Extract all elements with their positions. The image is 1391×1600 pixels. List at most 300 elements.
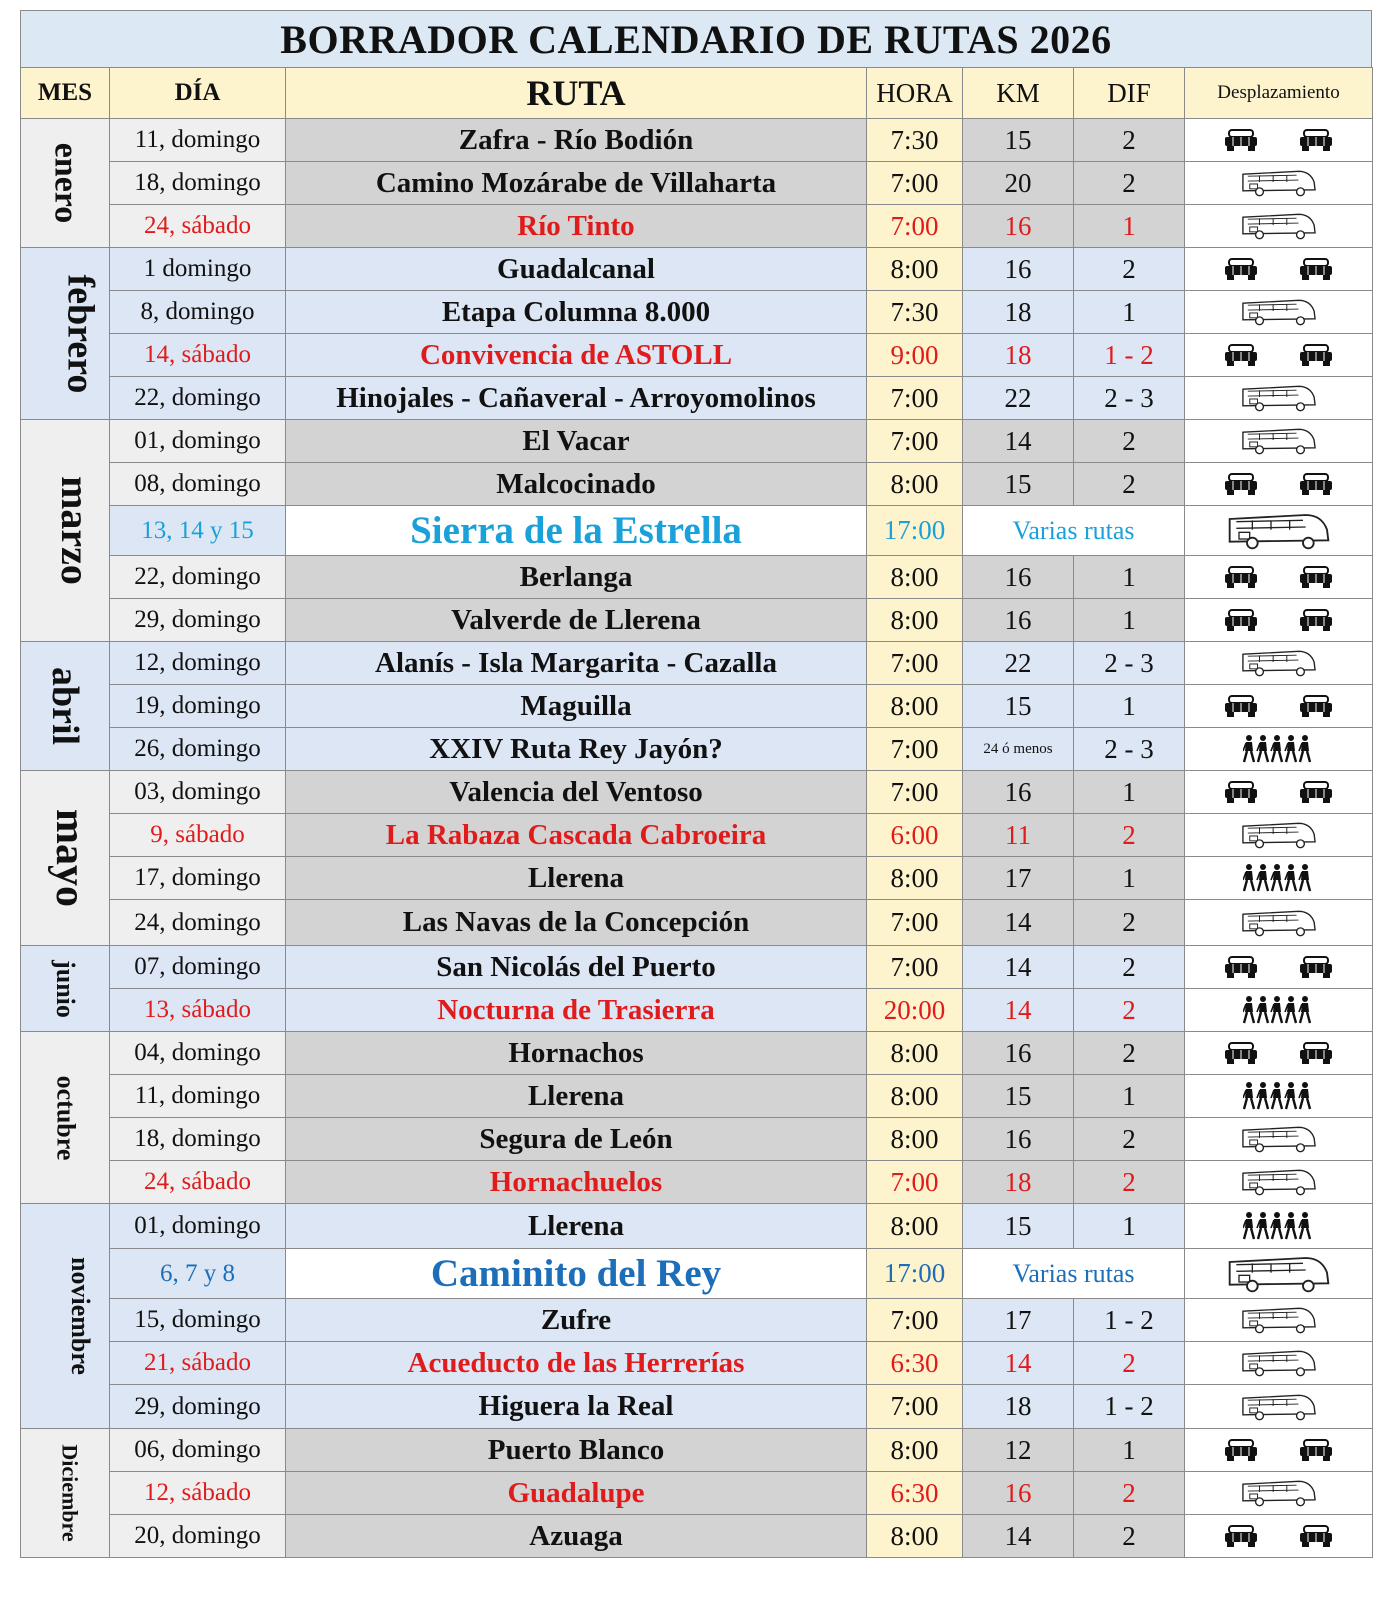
day-cell: 13, 14 y 15 xyxy=(110,506,286,556)
route-cell: Guadalupe xyxy=(286,1472,867,1515)
bus-icon xyxy=(1240,168,1318,198)
dif-cell: 2 xyxy=(1074,1515,1185,1558)
route-row xyxy=(21,162,1373,205)
dif-cell: 1 xyxy=(1074,771,1185,814)
transport-cell xyxy=(1185,900,1373,946)
time-cell: 8:00 xyxy=(867,1204,963,1249)
transport-cell xyxy=(1185,1515,1373,1558)
route-cell: Nocturna de Trasierra xyxy=(286,989,867,1032)
day-cell: 22, domingo xyxy=(110,377,286,420)
calendar-sheet xyxy=(20,10,1372,1558)
transport-cell xyxy=(1185,1118,1373,1161)
time-cell: 7:00 xyxy=(867,205,963,248)
bus-icon xyxy=(1240,383,1318,413)
day-cell: 22, domingo xyxy=(110,556,286,599)
route-cell: Convivencia de ASTOLL xyxy=(286,334,867,377)
car-icon xyxy=(1223,780,1259,804)
dif-cell: 2 xyxy=(1074,463,1185,506)
route-cell: La Rabaza Cascada Cabroeira xyxy=(286,814,867,857)
day-cell: 17, domingo xyxy=(110,857,286,900)
header-dif: DIF xyxy=(1074,68,1185,119)
month-cell-noviembre xyxy=(21,1204,110,1429)
transport-cell xyxy=(1185,162,1373,205)
bus-icon xyxy=(1240,1478,1318,1508)
time-cell: 7:00 xyxy=(867,900,963,946)
route-row xyxy=(21,205,1373,248)
km-cell: 14 xyxy=(963,989,1074,1032)
bus-icon xyxy=(1223,1254,1335,1294)
km-cell: 18 xyxy=(963,1161,1074,1204)
transport-cell xyxy=(1185,1204,1373,1249)
time-cell: 8:00 xyxy=(867,1032,963,1075)
bus-icon xyxy=(1240,1348,1318,1378)
transport-cell xyxy=(1185,814,1373,857)
route-row xyxy=(21,1472,1373,1515)
day-cell: 24, sábado xyxy=(110,1161,286,1204)
route-row xyxy=(21,420,1373,463)
dif-cell: 1 xyxy=(1074,556,1185,599)
route-cell: Berlanga xyxy=(286,556,867,599)
time-cell: 9:00 xyxy=(867,334,963,377)
time-cell: 8:00 xyxy=(867,599,963,642)
month-label: abril xyxy=(44,666,86,746)
time-cell: 8:00 xyxy=(867,556,963,599)
dif-cell: 2 xyxy=(1074,420,1185,463)
dif-cell: 2 xyxy=(1074,1118,1185,1161)
month-cell-octubre xyxy=(21,1032,110,1204)
month-label: Diciembre xyxy=(57,1444,83,1542)
km-cell: 15 xyxy=(963,1204,1074,1249)
km-cell: 16 xyxy=(963,556,1074,599)
transport-cell xyxy=(1185,685,1373,728)
route-row xyxy=(21,989,1373,1032)
bus-icon xyxy=(1240,297,1318,327)
transport-cell xyxy=(1185,989,1373,1032)
km-cell: 14 xyxy=(963,420,1074,463)
time-cell: 8:00 xyxy=(867,1118,963,1161)
month-cell-enero xyxy=(21,119,110,248)
route-row xyxy=(21,1299,1373,1342)
route-row xyxy=(21,900,1373,946)
car-icon xyxy=(1298,780,1334,804)
route-cell: Zafra - Río Bodión xyxy=(286,119,867,162)
route-cell: Puerto Blanco xyxy=(286,1429,867,1472)
transport-cell xyxy=(1185,463,1373,506)
dif-cell: 1 xyxy=(1074,1075,1185,1118)
dif-cell: 2 - 3 xyxy=(1074,642,1185,685)
header-km: KM xyxy=(963,68,1074,119)
time-cell: 7:00 xyxy=(867,1299,963,1342)
km-cell: 16 xyxy=(963,1032,1074,1075)
day-cell: 18, domingo xyxy=(110,162,286,205)
route-cell: Valencia del Ventoso xyxy=(286,771,867,814)
time-cell: 8:00 xyxy=(867,1515,963,1558)
route-cell: Malcocinado xyxy=(286,463,867,506)
dif-cell: 2 - 3 xyxy=(1074,728,1185,771)
route-cell: Hornachuelos xyxy=(286,1161,867,1204)
month-label: febrero xyxy=(59,274,102,393)
hikers-icon xyxy=(1243,995,1315,1025)
car-icon xyxy=(1298,1524,1334,1548)
transport-cell xyxy=(1185,291,1373,334)
header-ruta: RUTA xyxy=(286,68,867,119)
day-cell: 6, 7 y 8 xyxy=(110,1249,286,1299)
car-icon xyxy=(1223,1041,1259,1065)
time-cell: 7:00 xyxy=(867,642,963,685)
time-cell: 6:30 xyxy=(867,1342,963,1385)
transport-cell xyxy=(1185,1161,1373,1204)
day-cell: 07, domingo xyxy=(110,946,286,989)
transport-cell xyxy=(1185,334,1373,377)
month-cell-diciembre xyxy=(21,1429,110,1558)
time-cell: 8:00 xyxy=(867,685,963,728)
transport-cell xyxy=(1185,205,1373,248)
route-cell: XXIV Ruta Rey Jayón? xyxy=(286,728,867,771)
header-row xyxy=(21,68,1373,119)
km-cell: Varias rutas xyxy=(963,506,1185,556)
km-cell: 22 xyxy=(963,377,1074,420)
bus-icon xyxy=(1240,1167,1318,1197)
km-cell: Varias rutas xyxy=(963,1249,1185,1299)
route-row xyxy=(21,119,1373,162)
bus-icon xyxy=(1240,1305,1318,1335)
time-cell: 6:30 xyxy=(867,1472,963,1515)
dif-cell: 1 xyxy=(1074,205,1185,248)
dif-cell: 2 xyxy=(1074,162,1185,205)
dif-cell: 1 xyxy=(1074,1429,1185,1472)
km-cell: 18 xyxy=(963,1385,1074,1429)
day-cell: 04, domingo xyxy=(110,1032,286,1075)
transport-cell xyxy=(1185,377,1373,420)
time-cell: 8:00 xyxy=(867,1075,963,1118)
month-label: enero xyxy=(46,142,84,224)
day-cell: 18, domingo xyxy=(110,1118,286,1161)
month-cell-mayo xyxy=(21,771,110,946)
km-cell: 16 xyxy=(963,205,1074,248)
transport-cell xyxy=(1185,556,1373,599)
route-cell: Hinojales - Cañaveral - Arroyomolinos xyxy=(286,377,867,420)
car-icon xyxy=(1223,694,1259,718)
month-label: noviembre xyxy=(65,1257,95,1375)
day-cell: 19, domingo xyxy=(110,685,286,728)
km-cell: 14 xyxy=(963,1342,1074,1385)
day-cell: 12, domingo xyxy=(110,642,286,685)
bus-icon xyxy=(1240,1124,1318,1154)
route-cell: Sierra de la Estrella xyxy=(286,506,867,556)
route-row xyxy=(21,857,1373,900)
car-icon xyxy=(1223,472,1259,496)
time-cell: 7:00 xyxy=(867,1161,963,1204)
km-cell: 11 xyxy=(963,814,1074,857)
day-cell: 24, domingo xyxy=(110,900,286,946)
route-row xyxy=(21,946,1373,989)
month-cell-febrero xyxy=(21,248,110,420)
route-row xyxy=(21,1385,1373,1429)
hikers-icon xyxy=(1243,1081,1315,1111)
route-row xyxy=(21,1515,1373,1558)
car-icon xyxy=(1298,472,1334,496)
km-cell: 16 xyxy=(963,1472,1074,1515)
time-cell: 8:00 xyxy=(867,1429,963,1472)
transport-cell xyxy=(1185,1385,1373,1429)
dif-cell: 2 xyxy=(1074,900,1185,946)
km-cell: 15 xyxy=(963,463,1074,506)
hikers-icon xyxy=(1243,1211,1315,1241)
month-label: junio xyxy=(51,959,80,1018)
transport-cell xyxy=(1185,599,1373,642)
bus-icon xyxy=(1240,908,1318,938)
route-cell: Higuera la Real xyxy=(286,1385,867,1429)
km-cell: 12 xyxy=(963,1429,1074,1472)
month-label: mayo xyxy=(47,809,93,907)
km-cell: 15 xyxy=(963,685,1074,728)
time-cell: 7:00 xyxy=(867,420,963,463)
route-cell: Guadalcanal xyxy=(286,248,867,291)
car-icon xyxy=(1223,1438,1259,1462)
dif-cell: 1 xyxy=(1074,857,1185,900)
header-mes: MES xyxy=(21,68,110,119)
transport-cell xyxy=(1185,1249,1373,1299)
transport-cell xyxy=(1185,1075,1373,1118)
dif-cell: 2 xyxy=(1074,1472,1185,1515)
dif-cell: 1 xyxy=(1074,685,1185,728)
page-title: BORRADOR CALENDARIO DE RUTAS 2026 xyxy=(20,10,1372,67)
route-row xyxy=(21,728,1373,771)
route-cell: Llerena xyxy=(286,1075,867,1118)
transport-cell xyxy=(1185,119,1373,162)
route-cell: Llerena xyxy=(286,857,867,900)
km-cell: 16 xyxy=(963,248,1074,291)
route-row xyxy=(21,334,1373,377)
route-cell: Hornachos xyxy=(286,1032,867,1075)
dif-cell: 1 - 2 xyxy=(1074,334,1185,377)
time-cell: 8:00 xyxy=(867,857,963,900)
bus-icon xyxy=(1240,1392,1318,1422)
day-cell: 29, domingo xyxy=(110,599,286,642)
km-cell: 20 xyxy=(963,162,1074,205)
dif-cell: 1 - 2 xyxy=(1074,1299,1185,1342)
transport-cell xyxy=(1185,642,1373,685)
day-cell: 20, domingo xyxy=(110,1515,286,1558)
time-cell: 7:30 xyxy=(867,119,963,162)
day-cell: 24, sábado xyxy=(110,205,286,248)
car-icon xyxy=(1223,608,1259,632)
route-row xyxy=(21,556,1373,599)
km-cell: 22 xyxy=(963,642,1074,685)
route-row xyxy=(21,1075,1373,1118)
header-desplazamiento: Desplazamiento xyxy=(1185,68,1373,119)
route-row xyxy=(21,685,1373,728)
day-cell: 13, sábado xyxy=(110,989,286,1032)
time-cell: 7:00 xyxy=(867,771,963,814)
dif-cell: 2 xyxy=(1074,946,1185,989)
header-dia: DÍA xyxy=(110,68,286,119)
route-row xyxy=(21,1118,1373,1161)
route-row xyxy=(21,599,1373,642)
time-cell: 7:00 xyxy=(867,377,963,420)
bus-icon xyxy=(1240,211,1318,241)
transport-cell xyxy=(1185,248,1373,291)
time-cell: 17:00 xyxy=(867,1249,963,1299)
day-cell: 1 domingo xyxy=(110,248,286,291)
km-cell: 17 xyxy=(963,857,1074,900)
route-row xyxy=(21,377,1373,420)
time-cell: 7:30 xyxy=(867,291,963,334)
time-cell: 8:00 xyxy=(867,463,963,506)
km-cell: 14 xyxy=(963,946,1074,989)
km-cell: 18 xyxy=(963,291,1074,334)
time-cell: 17:00 xyxy=(867,506,963,556)
bus-icon xyxy=(1240,648,1318,678)
route-row xyxy=(21,642,1373,685)
dif-cell: 2 xyxy=(1074,1161,1185,1204)
car-icon xyxy=(1298,128,1334,152)
day-cell: 03, domingo xyxy=(110,771,286,814)
route-cell: Acueducto de las Herrerías xyxy=(286,1342,867,1385)
day-cell: 12, sábado xyxy=(110,1472,286,1515)
route-row xyxy=(21,771,1373,814)
routes-table xyxy=(20,67,1373,1558)
dif-cell: 2 xyxy=(1074,119,1185,162)
month-label: octubre xyxy=(50,1075,80,1160)
bus-icon xyxy=(1240,426,1318,456)
route-cell: Maguilla xyxy=(286,685,867,728)
day-cell: 21, sábado xyxy=(110,1342,286,1385)
time-cell: 20:00 xyxy=(867,989,963,1032)
km-cell: 14 xyxy=(963,1515,1074,1558)
hikers-icon xyxy=(1243,863,1315,893)
route-cell: Río Tinto xyxy=(286,205,867,248)
day-cell: 29, domingo xyxy=(110,1385,286,1429)
route-cell: Valverde de Llerena xyxy=(286,599,867,642)
transport-cell xyxy=(1185,1472,1373,1515)
bus-icon xyxy=(1223,511,1335,551)
route-cell: Llerena xyxy=(286,1204,867,1249)
car-icon xyxy=(1298,1438,1334,1462)
day-cell: 11, domingo xyxy=(110,119,286,162)
month-cell-abril xyxy=(21,642,110,771)
car-icon xyxy=(1223,257,1259,281)
car-icon xyxy=(1298,955,1334,979)
car-icon xyxy=(1223,343,1259,367)
route-cell: Alanís - Isla Margarita - Cazalla xyxy=(286,642,867,685)
km-cell: 14 xyxy=(963,900,1074,946)
transport-cell xyxy=(1185,946,1373,989)
transport-cell xyxy=(1185,506,1373,556)
dif-cell: 2 xyxy=(1074,989,1185,1032)
car-icon xyxy=(1223,1524,1259,1548)
car-icon xyxy=(1223,955,1259,979)
hikers-icon xyxy=(1243,734,1315,764)
km-cell: 15 xyxy=(963,119,1074,162)
dif-cell: 1 xyxy=(1074,1204,1185,1249)
time-cell: 7:00 xyxy=(867,162,963,205)
time-cell: 8:00 xyxy=(867,248,963,291)
dif-cell: 2 - 3 xyxy=(1074,377,1185,420)
month-label: marzo xyxy=(52,476,98,585)
car-icon xyxy=(1298,343,1334,367)
route-row xyxy=(21,248,1373,291)
route-cell: Segura de León xyxy=(286,1118,867,1161)
route-row xyxy=(21,1249,1373,1299)
car-icon xyxy=(1223,565,1259,589)
routes-body xyxy=(21,119,1373,1558)
route-row xyxy=(21,1342,1373,1385)
km-cell: 15 xyxy=(963,1075,1074,1118)
transport-cell xyxy=(1185,728,1373,771)
transport-cell xyxy=(1185,1032,1373,1075)
time-cell: 7:00 xyxy=(867,946,963,989)
car-icon xyxy=(1298,565,1334,589)
car-icon xyxy=(1298,257,1334,281)
route-cell: Azuaga xyxy=(286,1515,867,1558)
route-cell: Las Navas de la Concepción xyxy=(286,900,867,946)
transport-cell xyxy=(1185,1342,1373,1385)
day-cell: 08, domingo xyxy=(110,463,286,506)
day-cell: 01, domingo xyxy=(110,420,286,463)
time-cell: 7:00 xyxy=(867,1385,963,1429)
time-cell: 7:00 xyxy=(867,728,963,771)
km-cell: 18 xyxy=(963,334,1074,377)
route-cell: Caminito del Rey xyxy=(286,1249,867,1299)
month-cell-junio xyxy=(21,946,110,1032)
day-cell: 11, domingo xyxy=(110,1075,286,1118)
header-hora: HORA xyxy=(867,68,963,119)
dif-cell: 2 xyxy=(1074,248,1185,291)
transport-cell xyxy=(1185,857,1373,900)
dif-cell: 2 xyxy=(1074,1032,1185,1075)
route-cell: Etapa Columna 8.000 xyxy=(286,291,867,334)
day-cell: 15, domingo xyxy=(110,1299,286,1342)
route-cell: El Vacar xyxy=(286,420,867,463)
dif-cell: 2 xyxy=(1074,814,1185,857)
route-cell: Camino Mozárabe de Villaharta xyxy=(286,162,867,205)
route-row xyxy=(21,1204,1373,1249)
route-cell: Zufre xyxy=(286,1299,867,1342)
transport-cell xyxy=(1185,420,1373,463)
time-cell: 6:00 xyxy=(867,814,963,857)
dif-cell: 1 xyxy=(1074,291,1185,334)
route-row xyxy=(21,1161,1373,1204)
car-icon xyxy=(1298,608,1334,632)
day-cell: 8, domingo xyxy=(110,291,286,334)
km-cell: 24 ó menos xyxy=(963,728,1074,771)
route-row xyxy=(21,506,1373,556)
car-icon xyxy=(1223,128,1259,152)
route-cell: San Nicolás del Puerto xyxy=(286,946,867,989)
km-cell: 17 xyxy=(963,1299,1074,1342)
bus-icon xyxy=(1240,820,1318,850)
route-row xyxy=(21,1032,1373,1075)
dif-cell: 1 - 2 xyxy=(1074,1385,1185,1429)
day-cell: 26, domingo xyxy=(110,728,286,771)
car-icon xyxy=(1298,694,1334,718)
day-cell: 06, domingo xyxy=(110,1429,286,1472)
dif-cell: 1 xyxy=(1074,599,1185,642)
transport-cell xyxy=(1185,771,1373,814)
transport-cell xyxy=(1185,1429,1373,1472)
month-cell-marzo xyxy=(21,420,110,642)
day-cell: 14, sábado xyxy=(110,334,286,377)
km-cell: 16 xyxy=(963,1118,1074,1161)
km-cell: 16 xyxy=(963,771,1074,814)
km-cell: 16 xyxy=(963,599,1074,642)
transport-cell xyxy=(1185,1299,1373,1342)
route-row xyxy=(21,814,1373,857)
day-cell: 9, sábado xyxy=(110,814,286,857)
day-cell: 01, domingo xyxy=(110,1204,286,1249)
car-icon xyxy=(1298,1041,1334,1065)
